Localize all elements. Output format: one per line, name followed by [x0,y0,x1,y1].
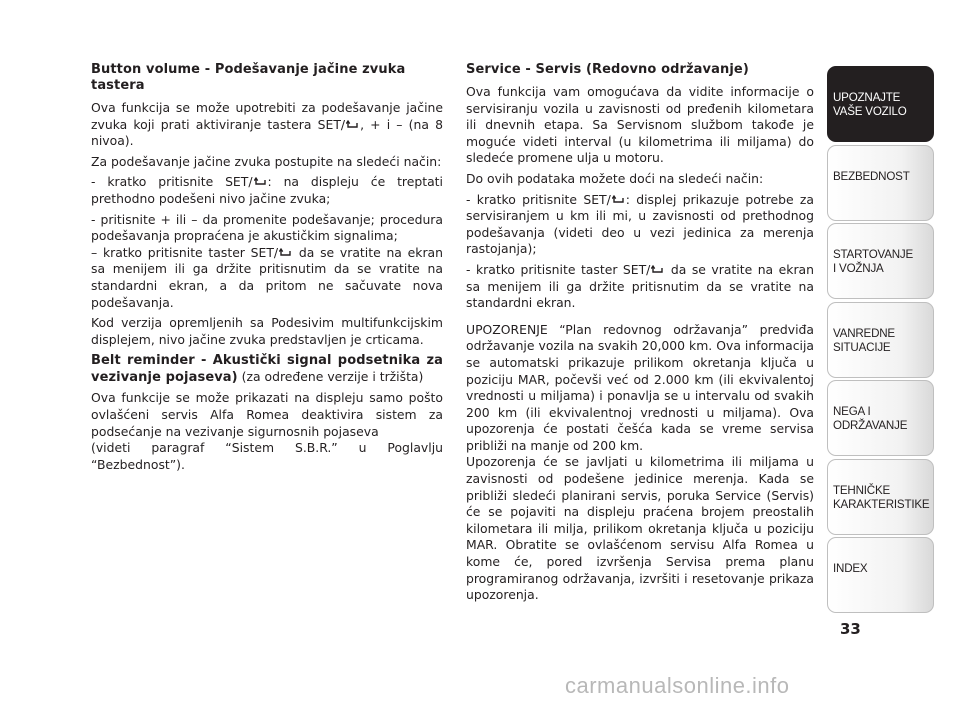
tab-nega-i-odrzavanje[interactable]: NEGA I ODRŽAVANJE [827,380,934,456]
section-heading-service: Service - Servis (Redovno održavanje) [466,62,749,77]
right-column [466,62,814,608]
left-column [91,62,443,477]
set-return-icon [612,195,625,205]
section-heading-button-volume: Button volume - Podešavanje jačine zvuka tastera [91,62,406,93]
paragraph: - pritisnite + ili – da promenite podešavanje; procedura podešavanja propraćena je akustičkim signalima; [91,211,443,244]
watermark: carmanualsonline.info [565,673,790,698]
set-return-icon [651,265,664,275]
set-return-icon [279,248,292,258]
tab-tehnicke-karakteristike[interactable]: TEHNIČKE KARAKTERISTIKE [827,459,934,535]
paragraph: - kratko pritisnite taster SET/ da se vratite na ekran sa menijem ili ga držite pritisnutim da se vratite na standardni ekran. [466,261,814,311]
chapter-tabs [827,66,934,616]
tab-startovanje-i-voznja[interactable]: STARTOVANJE I VOŽNJA [827,223,934,299]
paragraph: – kratko pritisnite taster SET/ da se vratite na ekran sa menijem ili ga držite pritisnutim da se vratite na standardni ekran, a da pritom ne sačuvate nova podešavanja. [91,244,443,310]
tab-upoznajte-vase-vozilo[interactable]: UPOZNAJTE VAŠE VOZILO [827,66,934,142]
paragraph: Upozorenja će se javljati u kilometrima ili miljama u zavisnosti od podešene jedinice merenja. Kada se približi sledeći planirani servis, poruka Service (Servis) će se pojaviti na displeju praćena brojem preostalih kilometara ili milja, prilikom okretanja ključa u poziciju MAR. Obratite se ovlašćenom servisu Alfa Romea u kome će, pored izvršenja Servisa prema planu programiranog održavanja, izvršiti i resetovanje prikaza upozorenja. [466,454,814,603]
paragraph: Ova funkcije se može prikazati na displeju samo pošto ovlašćeni servis Alfa Romea deaktivira sistem za podsećanje na vezivanje sigurnosnih pojaseva [91,390,443,439]
paragraph: Kod verzija opremljenih sa Podesivim multifunkcijskim displejem, nivo jačine zvuka predstavljen je crticama. [91,315,443,347]
set-return-icon [346,120,359,130]
warning-paragraph: UPOZORENJE “Plan redovnog održavanja” predviđa održavanje vozila na svakih 20,000 km. Ova informacija se automatski prikazuje prilikom okretanja ključa u poziciju MAR, počevši već od 2.000 km (ili ekvivalentoj vrednosti u miljama) i ponavlja se u intervalu od svakih 200 km (ili ekvivalentnoj vrednosti u miljama). Ova upozorenja će postati češća kada se vreme servisa približi na manje od 200 km. [466,321,814,453]
paragraph: Za podešavanje jačine zvuka postupite na sledeći način: [91,153,442,169]
paragraph: Ova funkcija vam omogućava da vidite informacije o servisiranju vozila u zavisnosti od pređenih kilometara ili dnevnih etapa. Sa Servisnom službom takođe je moguće videti interval (u kilometrima ili miljama) do sledeće promene ulja u motoru. [466,84,814,166]
set-return-icon [254,177,267,187]
paragraph: (videti paragraf “Sistem S.B.R.” u Poglavlju “Bezbednost”). [91,440,443,472]
paragraph: Do ovih podataka možete doći na sledeći način: [466,170,764,186]
paragraph: Ova funkcija se može upotrebiti za podešavanje jačine zvuka koji prati aktiviranje tastera SET/ , + i – (na 8 nivoa). [91,100,443,149]
tab-vanredne-situacije[interactable]: VANREDNE SITUACIJE [827,302,934,378]
tab-bezbednost[interactable]: BEZBEDNOST [827,145,934,221]
paragraph: - kratko pritisnite SET/ : displej prikazuje potrebe za servisiranjem u km ili mi, u zavisnosti od prethodnog podešavanja (videti deo u vezi jedinica za merenja rastojanja); [466,191,814,257]
section-heading-belt-reminder: Belt reminder - Akustički signal podsetnika za vezivanje pojaseva) (za određene verzije i tržišta) [91,353,443,386]
paragraph: - kratko pritisnite SET/ : na displeju će treptati prethodno podešeni nivo jačine zvuka; [91,174,443,206]
tab-index[interactable]: INDEX [827,537,934,613]
page-number: 33 [840,620,861,638]
